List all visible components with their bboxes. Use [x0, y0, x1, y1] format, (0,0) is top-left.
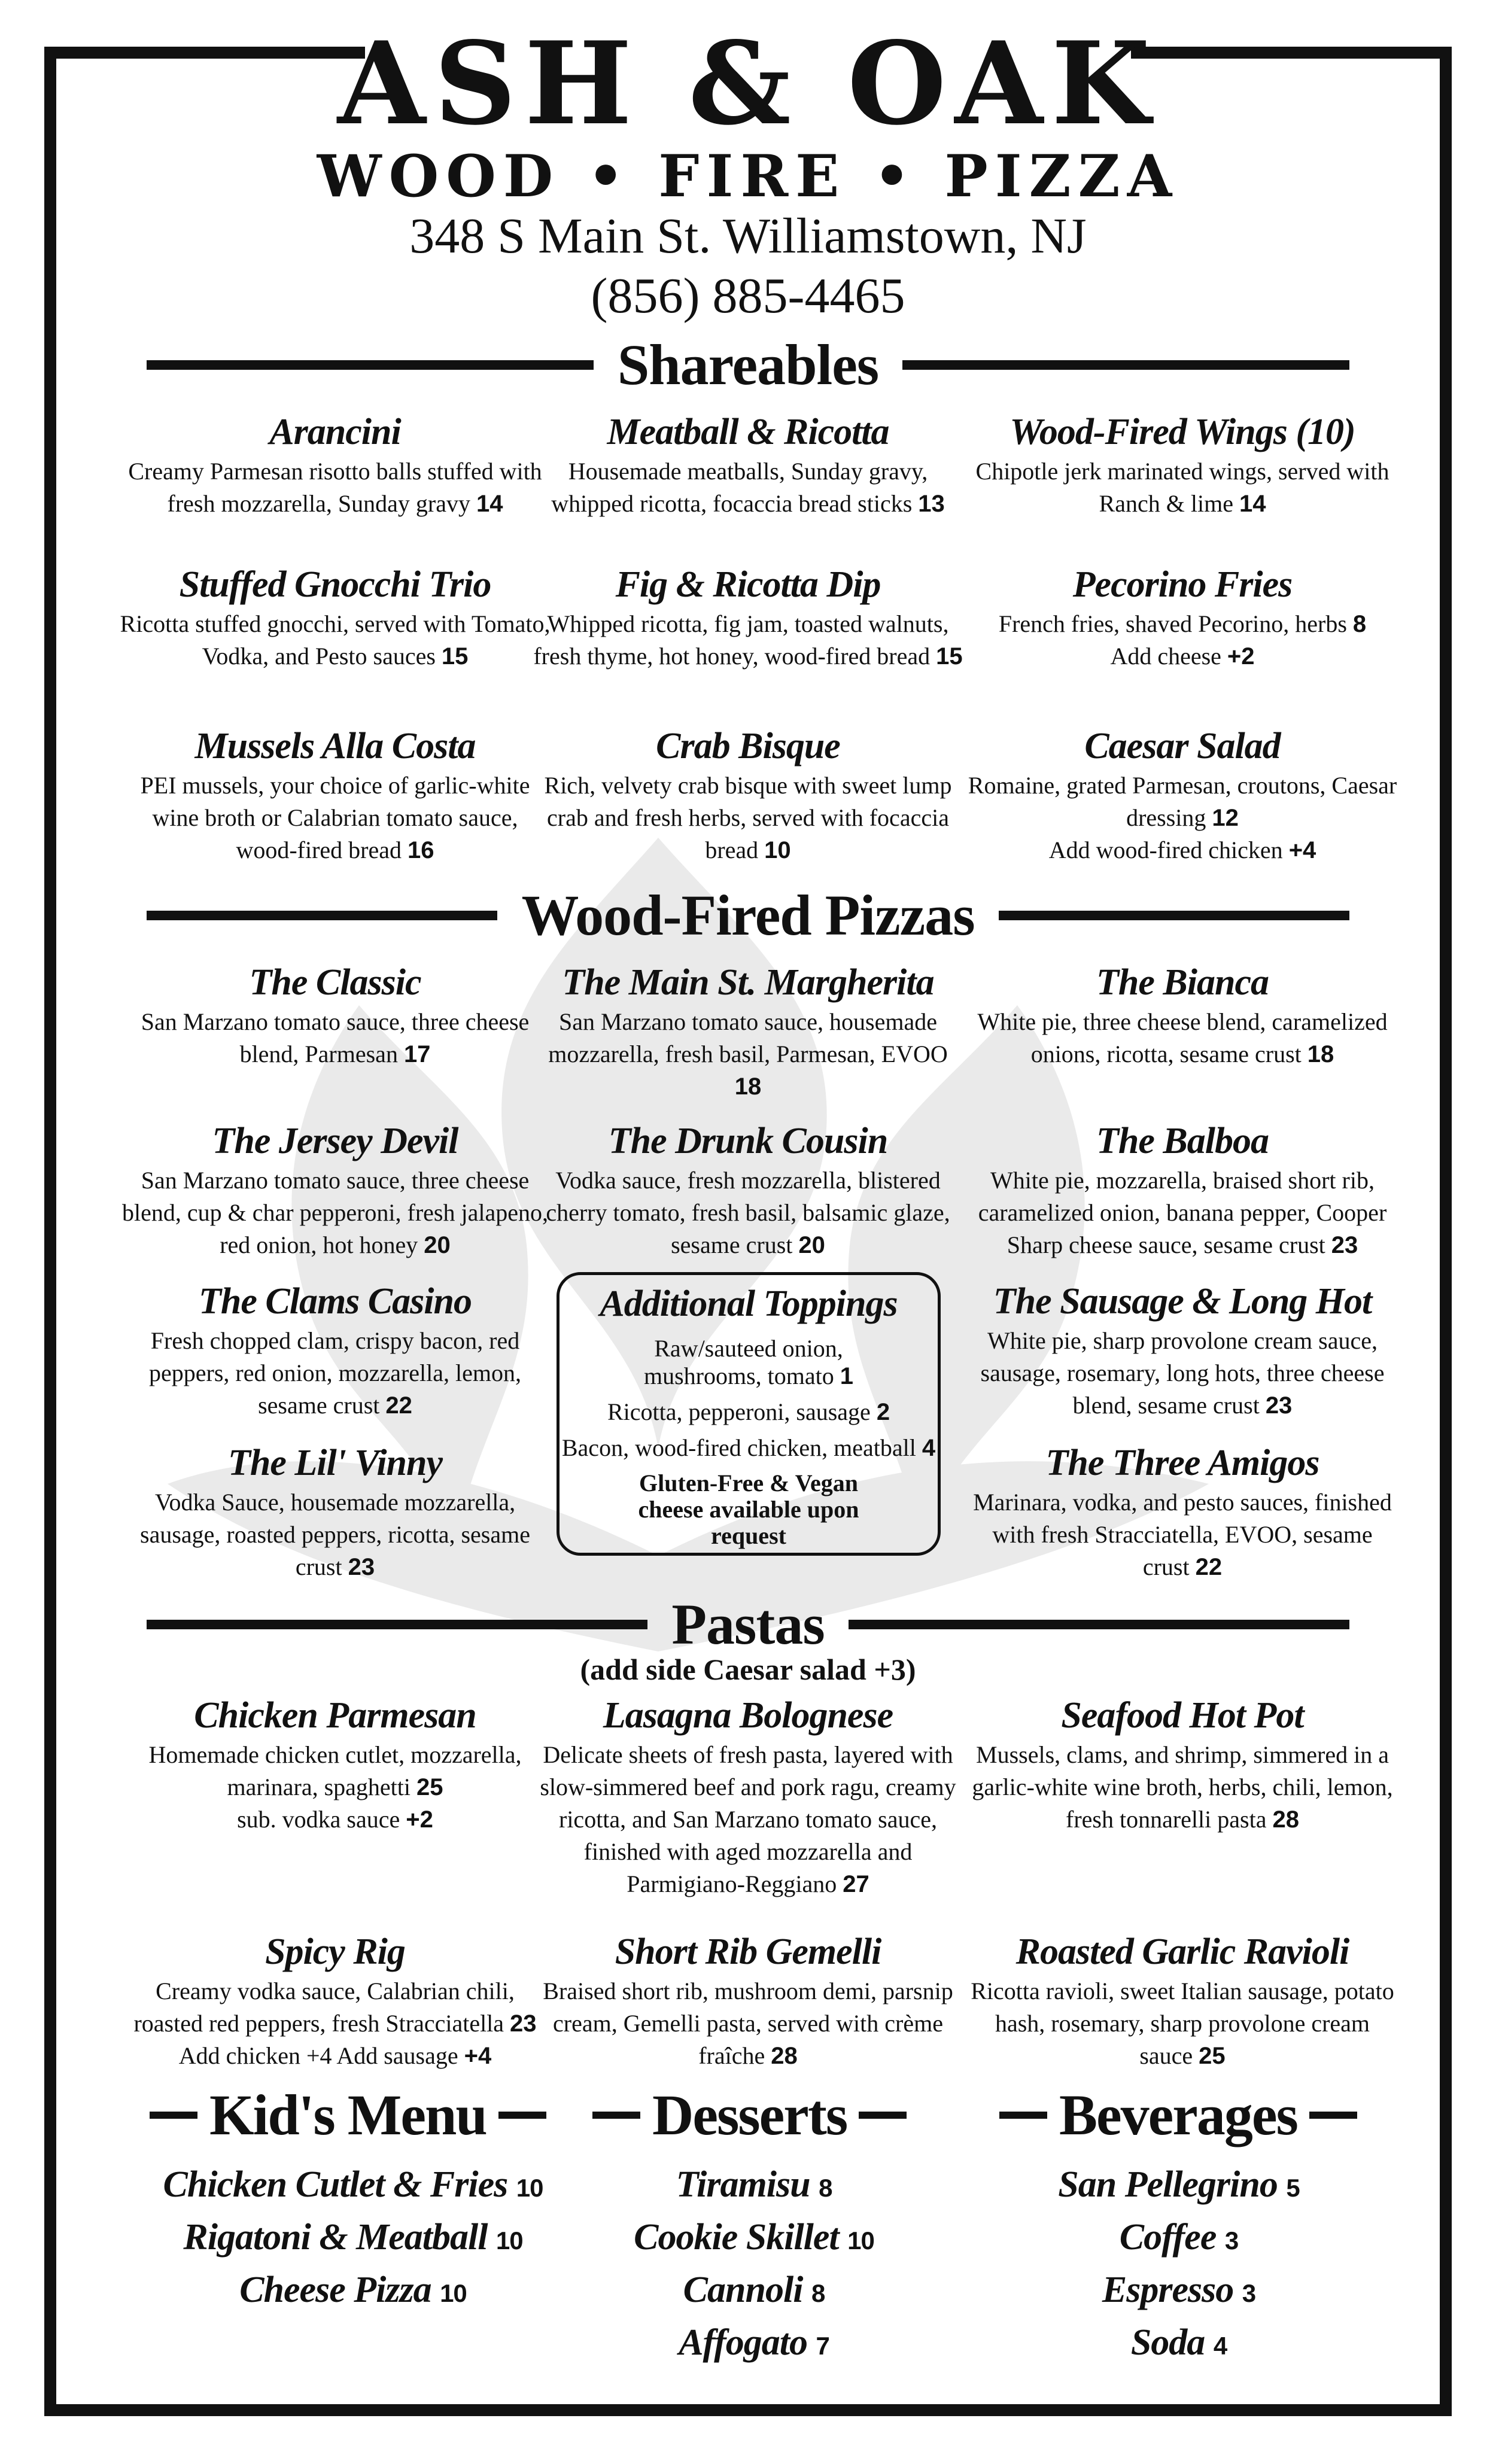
menu-item — [533, 960, 963, 1103]
item-desc: White pie, mozzarella, braised short rib, caramelized onion, banana pepper, Cooper Sharp cheese sauce, sesame crust — [978, 1167, 1387, 1258]
item-name: Coffee — [1119, 2217, 1217, 2258]
additional-toppings-box — [557, 1272, 941, 1556]
section-header-kids — [150, 2082, 546, 2148]
item-name: San Pellegrino — [1058, 2164, 1278, 2205]
item-price: 15 — [441, 643, 469, 670]
item-price: 23 — [510, 2010, 537, 2037]
item-desc: Mussels, clams, and shrimp, simmered in a garlic-white wine broth, herbs, chili, lemon, fresh tonnarelli pasta — [972, 1741, 1393, 1833]
item-price: 25 — [416, 1774, 443, 1800]
item-name: Cheese Pizza — [239, 2270, 431, 2310]
item-price: 17 — [403, 1041, 431, 1067]
item-name: The Main St. Margherita — [562, 962, 934, 1003]
item-price: 23 — [348, 1554, 375, 1580]
list-item — [138, 2213, 568, 2265]
item-name: Chicken Parmesan — [194, 1695, 476, 1736]
item-addon: Add chicken +4 Add sausage — [178, 2042, 458, 2069]
item-price: 12 — [1212, 805, 1239, 831]
menu-item — [967, 960, 1398, 1070]
menu-item — [120, 1279, 551, 1422]
item-price: 14 — [476, 491, 503, 517]
section-title: Beverages — [1059, 2083, 1297, 2147]
menu-item — [967, 562, 1398, 673]
item-desc: Chipotle jerk marinated wings, served with Ranch & lime — [975, 458, 1389, 517]
menu-item — [120, 562, 551, 673]
item-price: 23 — [1265, 1392, 1293, 1419]
menu-item — [533, 1119, 963, 1261]
topping-line: Raw/sauteed onion, mushrooms, tomato — [643, 1335, 843, 1389]
item-price: 13 — [918, 491, 945, 517]
item-desc: White pie, sharp provolone cream sauce, sausage, rosemary, long hots, three cheese blend, sesame crust — [980, 1327, 1385, 1419]
item-desc: Homemade chicken cutlet, mozzarella, marinara, spaghetti — [148, 1741, 522, 1800]
item-desc: Vodka Sauce, housemade mozzarella, sausage, roasted peppers, ricotta, sesame crust — [140, 1489, 530, 1580]
item-name: The Balboa — [1096, 1121, 1269, 1161]
item-desc: Fresh chopped clam, crispy bacon, red peppers, red onion, mozzarella, lemon, sesame crust — [149, 1327, 521, 1419]
item-desc: Romaine, grated Parmesan, croutons, Caesar dressing — [968, 772, 1397, 831]
menu-item — [120, 1441, 551, 1583]
item-name: Seafood Hot Pot — [1061, 1695, 1304, 1736]
dietary-note: Gluten-Free & Vegan cheese available upon request — [638, 1470, 859, 1549]
section-title: Kid's Menu — [209, 2083, 486, 2147]
item-name: Cookie Skillet — [634, 2217, 839, 2258]
topping-line: Ricotta, pepperoni, sausage — [607, 1398, 871, 1425]
item-price: 8 — [1352, 611, 1367, 637]
menu-item — [120, 410, 551, 520]
item-name: The Lil' Vinny — [227, 1443, 443, 1483]
list-item — [963, 2265, 1394, 2318]
item-price: 22 — [1195, 1554, 1223, 1580]
section-title: Desserts — [652, 2083, 847, 2147]
item-price: 14 — [1239, 491, 1266, 517]
item-name: Pecorino Fries — [1072, 564, 1293, 605]
list-item — [963, 2318, 1394, 2371]
item-name: The Sausage & Long Hot — [993, 1281, 1372, 1322]
restaurant-tagline: WOOD • FIRE • PIZZA — [317, 142, 1179, 210]
item-addon: Add cheese — [1110, 643, 1221, 670]
item-desc: Delicate sheets of fresh pasta, layered with slow-simmered beef and pork ragu, creamy ricotta, and San Marzano tomato sauce, finished with aged mozzarella and Parmigiano-Reggiano — [540, 1741, 956, 1897]
item-desc: San Marzano tomato sauce, three cheese blend, cup & char pepperoni, fresh jalapeno, red onion, hot honey — [122, 1167, 548, 1258]
menu-item — [967, 1930, 1398, 2072]
section-header-pizzas — [147, 883, 1349, 948]
item-price: 20 — [424, 1232, 451, 1258]
topping-price: 2 — [876, 1399, 890, 1425]
item-name: Caesar Salad — [1084, 726, 1281, 766]
list-item — [539, 2160, 969, 2213]
item-price: 28 — [771, 2043, 798, 2069]
item-name: Lasagna Bolognese — [603, 1695, 893, 1736]
item-name: Wood-Fired Wings (10) — [1010, 412, 1355, 452]
item-desc: Rich, velvety crab bisque with sweet lump crab and fresh herbs, served with focaccia bread — [544, 772, 952, 863]
item-price: 10 — [764, 837, 791, 863]
section-title: Shareables — [617, 333, 879, 397]
item-desc: Vodka sauce, fresh mozzarella, blistered cherry tomato, fresh basil, balsamic glaze, sesame crust — [546, 1167, 950, 1258]
item-name: Roasted Garlic Ravioli — [1015, 1931, 1349, 1972]
menu-item — [533, 410, 963, 520]
toppings-title: Additional Toppings — [600, 1283, 898, 1324]
item-price: 23 — [1331, 1232, 1358, 1258]
desserts-list — [539, 2160, 969, 2371]
menu-item — [967, 410, 1398, 520]
item-desc: White pie, three cheese blend, caramelized onions, ricotta, sesame crust — [977, 1008, 1388, 1067]
menu-item — [967, 1441, 1398, 1583]
restaurant-name: ASH & OAK — [337, 17, 1159, 150]
menu-item — [967, 724, 1398, 866]
item-name: Mussels Alla Costa — [194, 726, 476, 766]
item-price: 5 — [1286, 2174, 1300, 2202]
menu-item — [120, 1119, 551, 1261]
menu-item — [967, 1279, 1398, 1422]
menu-item — [533, 1930, 963, 2072]
item-price: 15 — [936, 643, 963, 670]
item-price: 22 — [385, 1392, 412, 1419]
menu-item — [120, 960, 551, 1070]
item-price: 18 — [734, 1073, 762, 1100]
pastas-note: (add side Caesar salad +3) — [580, 1653, 916, 1686]
item-name: The Jersey Devil — [212, 1121, 458, 1161]
item-desc: San Marzano tomato sauce, housemade mozzarella, fresh basil, Parmesan, EVOO — [548, 1008, 948, 1067]
item-price: 10 — [847, 2226, 874, 2255]
item-price: 3 — [1224, 2226, 1239, 2255]
item-desc: Ricotta ravioli, sweet Italian sausage, potato hash, rosemary, sharp provolone cream sauce — [971, 1978, 1394, 2069]
item-name: The Clams Casino — [199, 1281, 472, 1322]
item-name: Fig & Ricotta Dip — [615, 564, 881, 605]
item-price: 8 — [819, 2174, 832, 2202]
list-item — [963, 2213, 1394, 2265]
item-desc: Creamy Parmesan risotto balls stuffed with fresh mozzarella, Sunday gravy — [128, 458, 542, 517]
menu-item — [533, 724, 963, 866]
menu-item — [967, 1693, 1398, 1836]
item-name: Cannoli — [683, 2270, 803, 2310]
item-name: Meatball & Ricotta — [607, 412, 889, 452]
item-price: 28 — [1272, 1806, 1299, 1833]
item-name: Chicken Cutlet & Fries — [163, 2164, 508, 2205]
topping-line: Bacon, wood-fired chicken, meatball — [561, 1434, 916, 1461]
topping-price: 4 — [922, 1435, 936, 1461]
item-name: Crab Bisque — [656, 726, 840, 766]
list-item — [539, 2318, 969, 2371]
item-desc: French fries, shaved Pecorino, herbs — [998, 610, 1347, 637]
item-desc: Whipped ricotta, fig jam, toasted walnuts, fresh thyme, hot honey, wood-fired bread — [533, 610, 949, 670]
item-name: Tiramisu — [676, 2164, 810, 2205]
list-item — [138, 2160, 568, 2213]
addon-price: +4 — [1288, 837, 1316, 863]
item-price: 7 — [816, 2332, 829, 2360]
addon-price: +2 — [1227, 643, 1255, 670]
addon-price: +4 — [464, 2043, 492, 2069]
item-name: Spicy Rig — [265, 1931, 405, 1972]
item-name: The Drunk Cousin — [608, 1121, 888, 1161]
item-name: Espresso — [1102, 2270, 1234, 2310]
item-name: The Classic — [249, 962, 421, 1003]
item-addon: sub. vodka sauce — [237, 1806, 400, 1833]
menu-item — [533, 562, 963, 673]
section-header-desserts — [592, 2082, 907, 2148]
menu-item — [120, 724, 551, 866]
list-item — [539, 2265, 969, 2318]
item-desc: San Marzano tomato sauce, three cheese blend, Parmesan — [141, 1008, 530, 1067]
item-name: The Bianca — [1096, 962, 1269, 1003]
item-desc: Creamy vodka sauce, Calabrian chili, roasted red peppers, fresh Stracciatella — [133, 1978, 515, 2037]
item-desc: Housemade meatballs, Sunday gravy, whipped ricotta, focaccia bread sticks — [551, 458, 928, 517]
item-price: 10 — [495, 2226, 523, 2255]
kids-menu-list — [138, 2160, 568, 2318]
item-price: 16 — [408, 837, 434, 863]
item-price: 25 — [1199, 2043, 1226, 2069]
item-name: Rigatoni & Meatball — [183, 2217, 488, 2258]
restaurant-address: 348 S Main St. Williamstown, NJ — [409, 208, 1087, 264]
menu-item — [533, 1693, 963, 1900]
item-price: 27 — [843, 1871, 869, 1897]
menu-item — [120, 1930, 551, 2072]
item-desc: Braised short rib, mushroom demi, parsnip cream, Gemelli pasta, served with crème fraîche — [543, 1978, 953, 2069]
menu-item — [120, 1693, 551, 1836]
item-desc: Marinara, vodka, and pesto sauces, finished with fresh Stracciatella, EVOO, sesame crust — [973, 1489, 1392, 1580]
item-name: Stuffed Gnocchi Trio — [179, 564, 491, 605]
item-price: 3 — [1242, 2279, 1256, 2307]
item-name: Soda — [1130, 2322, 1205, 2363]
item-name: Affogato — [679, 2322, 807, 2363]
item-name: The Three Amigos — [1045, 1443, 1319, 1483]
section-header-beverages — [999, 2082, 1357, 2148]
item-name: Arancini — [269, 412, 401, 452]
menu-item — [967, 1119, 1398, 1261]
restaurant-phone: (856) 885-4465 — [591, 268, 905, 324]
list-item — [963, 2160, 1394, 2213]
item-price: 8 — [811, 2279, 825, 2307]
topping-price: 1 — [840, 1363, 854, 1389]
item-price: 18 — [1307, 1041, 1334, 1067]
item-addon: Add wood-fired chicken — [1048, 836, 1283, 863]
item-desc: PEI mussels, your choice of garlic-white wine broth or Calabrian tomato sauce, wood-fired bread — [140, 772, 530, 863]
item-price: 20 — [798, 1232, 825, 1258]
section-header-shareables — [147, 332, 1349, 398]
beverages-list — [963, 2160, 1394, 2371]
section-header-pastas — [147, 1592, 1349, 1657]
section-title: Pastas — [671, 1592, 825, 1656]
item-price: 10 — [440, 2279, 467, 2307]
section-title: Wood-Fired Pizzas — [521, 883, 975, 947]
item-desc: Ricotta stuffed gnocchi, served with Tomato, Vodka, and Pesto sauces — [120, 610, 551, 670]
list-item — [539, 2213, 969, 2265]
addon-price: +2 — [406, 1806, 433, 1833]
item-name: Short Rib Gemelli — [615, 1931, 881, 1972]
list-item — [138, 2265, 568, 2318]
item-price: 10 — [516, 2174, 543, 2202]
item-price: 4 — [1213, 2332, 1227, 2360]
